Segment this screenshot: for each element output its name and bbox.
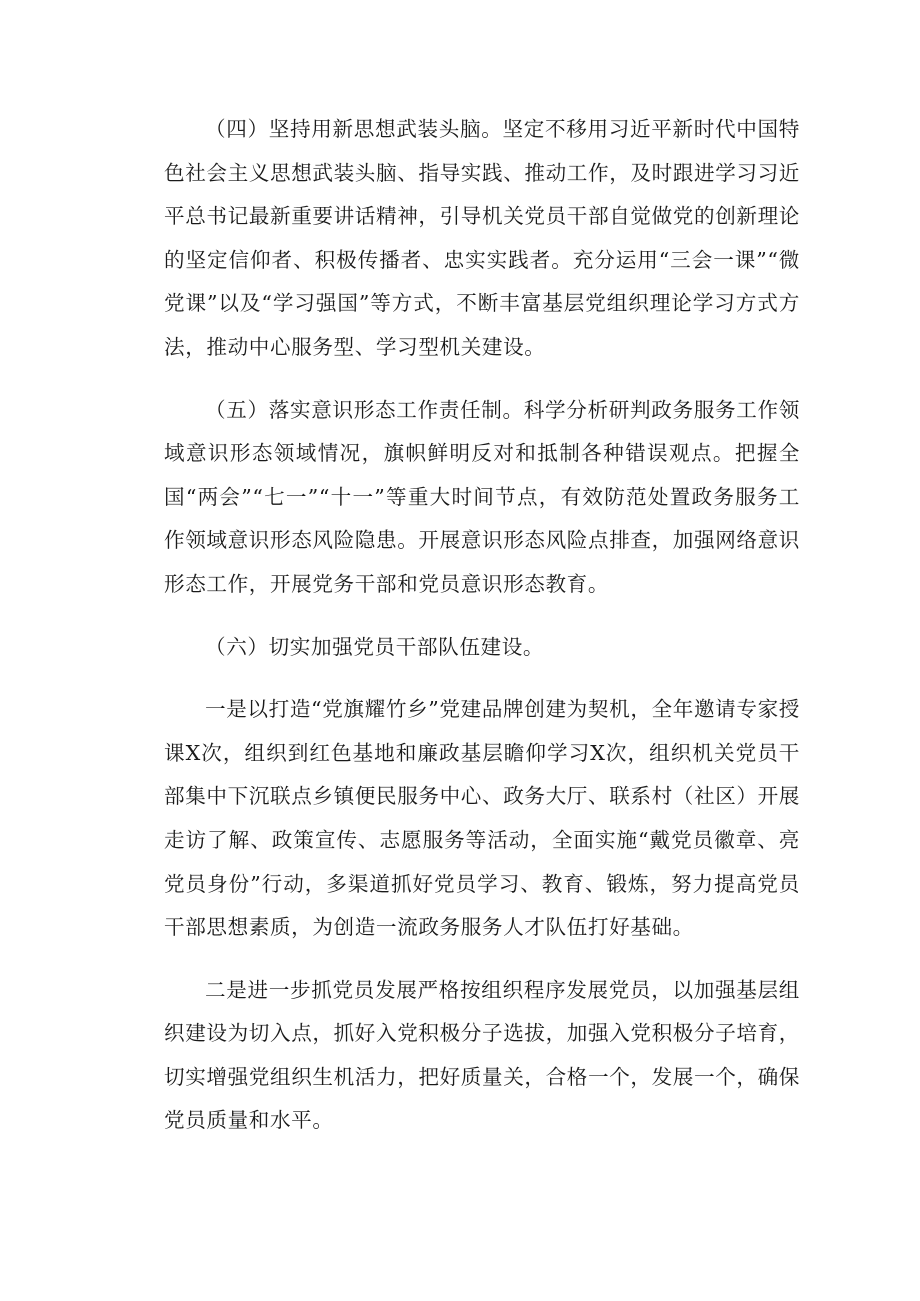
paragraph-section-4: （四）坚持用新思想武装头脑。坚定不移用习近平新时代中国特色社会主义思想武装头脑、指导实践、推动工作，及时跟进学习习近平总书记最新重要讲话精神，引导机关党员干部自觉做党的创新理论的坚定信仰者、积极传播者、忠实实践者。充分运用“三会一课”“微党课”以及“学习强国”等方式，不断丰富基层党组织理论学习方式方法，推动中心服务型、学习型机关建设。 xyxy=(164,117,800,359)
paragraph-section-6-item-1: 一是以打造“党旗耀竹乡”党建品牌创建为契机，全年邀请专家授课X次，组织到红色基地和廉政基层瞻仰学习X次，组织机关党员干部集中下沉联点乡镇便民服务中心、政务大厅、联系村（社区）开展走访了解、政策宣传、志愿服务等活动，全面实施“戴党员徽章、亮党员身份”行动，多渠道抓好党员学习、教育、锻炼，努力提高党员干部思想素质，为创造一流政务服务人才队伍打好基础。 xyxy=(164,697,800,940)
paragraph-section-5: （五）落实意识形态工作责任制。科学分析研判政务服务工作领域意识形态领域情况，旗帜鲜明反对和抵制各种错误观点。把握全国“两会”“七一”“十一”等重大时间节点，有效防范处置政务服务工作领域意识形态风险隐患。开展意识形态风险点排查，加强网络意识形态工作，开展党务干部和党员意识形态教育。 xyxy=(164,397,800,596)
paragraph-section-6-heading: （六）切实加强党员干部队伍建设。 xyxy=(205,634,545,659)
paragraph-section-6-item-2: 二是进一步抓党员发展严格按组织程序发展党员，以加强基层组织建设为切入点，抓好入党积极分子选拔，加强入党积极分子培育，切实增强党组织生机活力，把好质量关，合格一个，发展一个，确保党员质量和水平。 xyxy=(164,977,800,1133)
document-body xyxy=(164,108,800,1162)
